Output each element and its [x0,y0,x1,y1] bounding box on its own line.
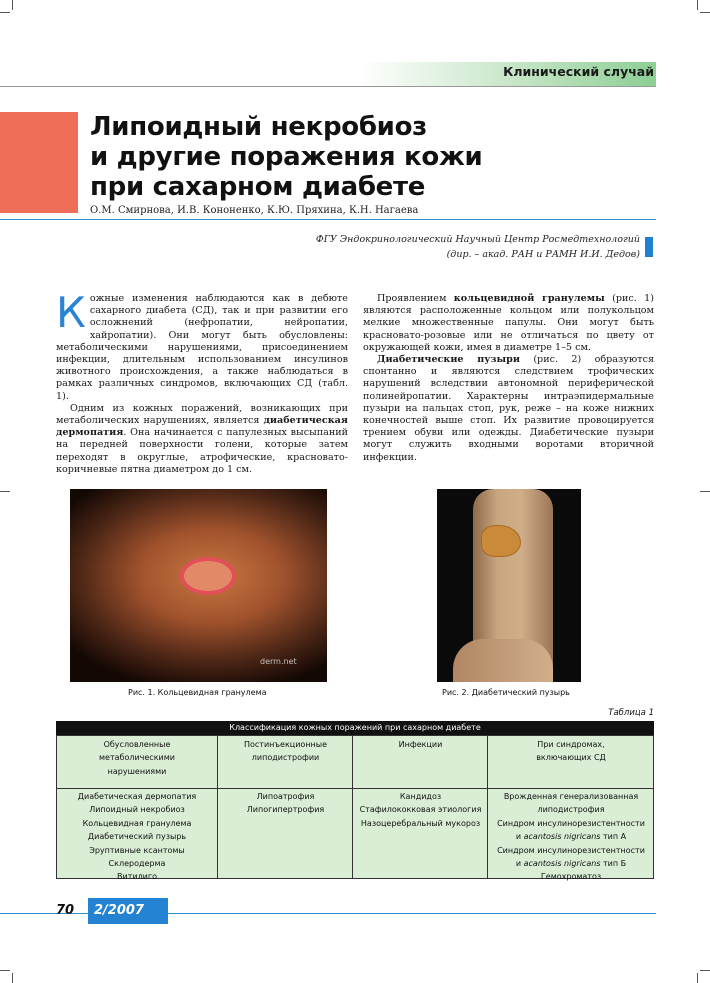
crop-mark [700,491,710,492]
column-items [353,790,488,830]
classification-table [56,721,654,882]
list-item: Назоцеребральный мукороз [360,818,481,828]
blister [481,525,521,557]
list-item: Синдром инсулинорезистентности [497,818,645,828]
crop-mark [0,491,10,492]
column-header [218,738,353,765]
header-line: метаболическими [99,753,175,763]
annular-lesion [180,557,236,595]
authors-rule [0,219,656,220]
affiliation-accent [645,237,653,257]
page-number: 70 [56,903,75,918]
list-item: Диабетический пузырь [87,832,187,842]
list-item: липодистрофия [537,805,605,815]
photo-watermark: derm.net [260,657,297,666]
affiliation-line-2: (дир. – акад. РАН и РАМН И.И. Дедов) [446,249,640,260]
list-item: Гемохроматоз [540,872,602,882]
column-header [488,738,654,765]
list-item: Липогипертрофия [246,805,325,815]
term-diabetic-dermopathy: диабетическая дермопатия [56,415,348,439]
foot-shape [453,639,553,682]
crop-mark [700,12,710,13]
paragraph-text: . Она начинается с папулезных высыпаний на передней поверхности голени, которые затем переходят в округлые, атрофические, красновато-коричневые пятна диаметром до 1 см. [56,427,348,475]
affiliation-line-1: ФГУ Эндокринологический Научный Центр Росмедтехнологий [315,234,640,245]
figure-2-photo [437,489,581,682]
list-item: Кандидоз [399,792,442,801]
table-column-infections [352,736,488,878]
list-item: Витилиго [117,872,157,882]
header-line: включающих СД [536,753,606,763]
title-accent-block [0,112,78,213]
header-line: Обусловленные [103,740,171,749]
table-column-metabolic [57,736,217,882]
figure-1-photo [70,489,327,682]
crop-mark [700,970,710,971]
crop-mark [697,0,698,10]
list-item: Врожденная генерализованная [503,792,639,801]
list-item: Эруптивные ксантомы [89,845,185,855]
paragraph-text: Одним из кожных поражений, возникающих при метаболических нарушениях, является [56,402,348,427]
figure-2-caption: Рис. 2. Диабетический пузырь [442,688,570,697]
table-column-syndromes [487,736,654,882]
drop-cap: К [56,288,86,337]
paragraph-text: ожные изменения наблюдаются как в дебюте сахарного диабета (СД), так и при развитии его осложнений (нефропатии, нейропатии, хайропатии). Они могут быть обусловлены: метаболическими нарушениями, присоединением инфекции, длительным использованием инсулинов животного происхождения, а также наблюдаться в рамках различных синдромов, включающих СД (табл. 1). [56,293,348,402]
column-items [218,790,353,817]
list-item: Склеродерма [108,859,166,869]
header-line: Инфекции [398,740,443,749]
authors: О.М. Смирнова, И.В. Кононенко, К.Ю. Пряхина, К.Н. Нагаева [90,205,419,216]
left-column [56,288,348,476]
table-label: Таблица 1 [608,708,654,718]
header-line: При синдромах, [537,740,605,749]
term-diabetic-blisters: Диабетические пузыри [377,354,520,366]
table-column-injection [217,736,353,878]
column-items [488,790,654,884]
list-item: Липоидный некробиоз [89,805,185,815]
list-item: Липоатрофия [256,792,315,801]
crop-mark [0,970,10,971]
column-items [57,790,217,884]
crop-mark [697,973,698,983]
list-item: Стафилококковая этиология [359,805,482,815]
right-column [363,293,654,464]
crop-mark [0,12,10,13]
paragraph [363,293,654,354]
list-item: Диабетическая дермопатия [77,792,197,801]
paragraph [363,354,654,464]
term-granuloma-annulare: кольцевидной гранулемы [453,293,605,304]
header-line: Постинъекционные [243,740,328,749]
section-label: Клинический случай [503,64,654,79]
paragraph-text: (рис. 2) образуются спонтанно и являются следствием трофических нарушений вследствии автономной периферической полинейропатии. Характерны интраэпидермальные пузыри на пальцах стоп, рук, реже – на коже нижних конечностей выше стоп. Их развитие провоцируется трением обуви или одежды. Диабетические пузыри могут служить входными воротами вторичной инфекции. [363,354,654,463]
list-item: и acantosis nigricans тип А [515,832,627,842]
crop-mark [12,0,13,10]
column-header [57,738,217,778]
crop-mark [12,973,13,983]
column-header [353,738,488,751]
header-line: нарушениями [107,766,167,776]
issue-label: 2/2007 [94,903,144,918]
paragraph [56,403,348,476]
list-item: и acantosis nigricans тип Б [515,859,627,869]
article-title-line-1: Липоидный некробиоз [90,112,427,142]
article-title-line-3: при сахарном диабете [90,172,426,202]
header-rule [0,86,656,87]
header-line: липодистрофии [251,753,320,763]
table-title: Классификация кожных поражений при сахарном диабете [56,721,654,735]
table-body [56,735,654,882]
article-title-line-2: и другие поражения кожи [90,142,483,172]
paragraph-text: (рис. 1) являются расположенные кольцом или полукольцом мелкие множественные папулы. Они могут быть красновато-розовые или не отличаться по цвету от окружающей кожи, имея в диаметре 1–5 см. [363,293,654,353]
figure-1-caption: Рис. 1. Кольцевидная гранулема [128,688,267,697]
paragraph-text: Проявлением [377,293,454,304]
list-item: Кольцевидная гранулема [82,818,192,828]
paragraph [56,288,348,403]
list-item: Синдром инсулинорезистентности [497,845,645,855]
